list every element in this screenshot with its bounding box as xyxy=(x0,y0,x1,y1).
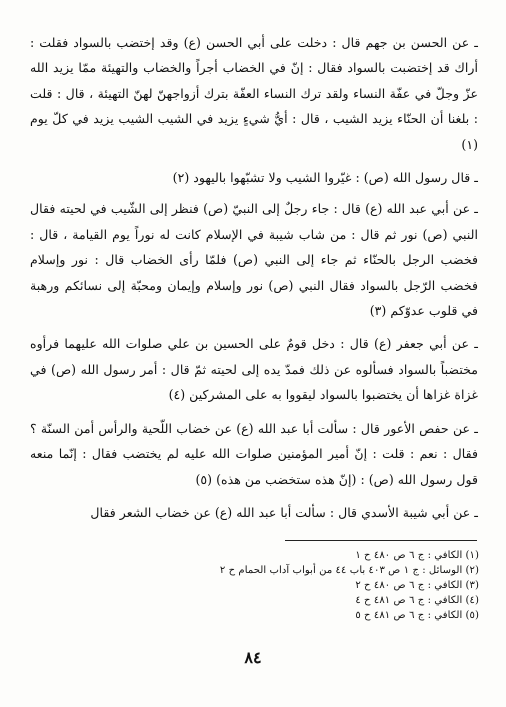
paragraph-abi-jafar: ـ عن أبي جعفر (ع) قال : دخل قومٌ على الحسين بن علي صلوات الله عليهما فرأوه مختضباً بالسواد فسألوه عن ذلك فمدّ يده إلى لحيته ثمّ قال : أمر رسول الله (ص) في غزاة غزاها أن يختضبوا بالسواد ليقووا به على المشركين (٤) xyxy=(30,336,478,403)
main-text xyxy=(30,30,478,533)
footnote-2: (٢) الوسائل : ج ١ ص ٤٠٣ باب ٤٤ من أبواب آداب الحمام ح ٢ xyxy=(219,565,479,576)
footnote-3: (٣) الكافي : ج ٦ ص ٤٨٠ ح ٢ xyxy=(355,580,479,591)
paragraph-hasan-bin-jahm: ـ عن الحسن بن جهم قال : دخلت على أبي الحسن (ع) وقد إختضب بالسواد فقلت : أراك قد إختضبت بالسواد فقال : إنّ في الخضاب أجراً والخضاب والتهيئة ممّا يزيد الله عزّ وجلّ في عفّة النساء ولقد ترك النساء العفّة بترك أزواجهنّ لهنّ التهيئة ، قال : قلت : بلغنا أن الحنّاء يزيد الشيب ، قال : أيُّ شيءٍ يزيد في الشيب الشيب يزيد في كلّ يوم (١) xyxy=(30,35,478,152)
paragraph-prophet-saying: ـ قال رسول الله (ص) : غيّروا الشيب ولا تشبّهوا باليهود (٢) xyxy=(172,170,478,186)
footnote-5: (٥) الكافي : ج ٦ ص ٤٨١ ح ٥ xyxy=(355,610,479,621)
paragraph-hafs-alawar: ـ عن حفص الأعور قال : سألت أبا عبد الله (ع) عن خضاب اللّحية والرأس أمن السنّة ؟ فقال : نعم : قلت : إنّ أمير المؤمنين صلوات الله عليه لم يختضب فقال : إنّما منعه قول رسول الله (ص) : (إنّ هذه ستخضب من هذه) (٥) xyxy=(30,420,478,487)
footnote-4: (٤) الكافي : ج ٦ ص ٤٨١ ح ٤ xyxy=(355,595,479,606)
footnotes xyxy=(200,548,479,623)
paragraph-abi-abdullah-grey-hair: ـ عن أبي عبد الله (ع) قال : جاء رجلٌ إلى النبيّ (ص) فنظر إلى الشّيب في لحيته فقال النبي (ص) نور ثم قال : من شاب شيبة في الإسلام كانت له نوراً يوم القيامة ، قال : فخضب الرجل بالحنّاء ثم جاء إلى النبي (ص) فلمّا رأى الخضاب قال : نور وإسلام فخضب الرّجل بالسواد فقال النبي (ص) نور وإسلام وإيمان ومحبّة إلى نسائكم ورهبة في قلوب عدوّكم (٣) xyxy=(30,201,478,319)
paragraph-abi-shayba: ـ عن أبي شيبة الأسدي قال : سألت أبا عبد الله (ع) عن خضاب الشعر فقال xyxy=(90,504,478,520)
footnote-1: (١) الكافي : ج ٦ ص ٤٨٠ ح ١ xyxy=(355,550,479,561)
footnote-divider xyxy=(285,540,477,541)
page-number: ٨٤ xyxy=(244,648,262,667)
